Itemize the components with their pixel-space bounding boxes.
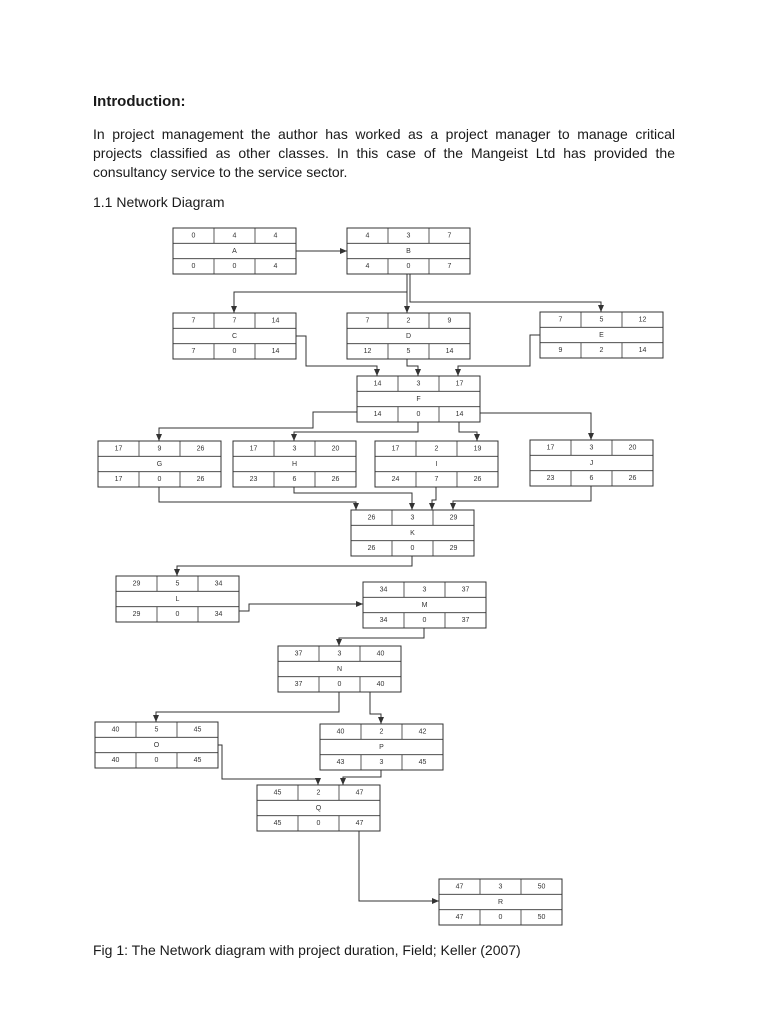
activity-node-p [320,724,443,770]
node-n-early-finish: 40 [376,650,385,658]
node-m-duration: 3 [422,586,427,594]
node-m-activity-label: M [421,601,428,609]
node-l-slack: 0 [175,611,180,619]
node-l-early-finish: 34 [214,580,223,588]
node-j-early-start: 17 [546,444,555,452]
node-p-late-finish: 45 [418,759,427,767]
node-q-slack: 0 [316,820,321,828]
subsection-title: 1.1 Network Diagram [93,194,225,210]
node-c-early-start: 7 [191,317,196,325]
node-l-early-start: 29 [132,580,141,588]
node-a-duration: 4 [232,232,237,240]
node-c-early-finish: 14 [271,317,280,325]
node-d-early-finish: 9 [447,317,452,325]
node-e-early-finish: 12 [638,316,647,324]
node-r-slack: 0 [498,914,503,922]
node-f-late-finish: 14 [455,411,464,419]
section-heading: Introduction: [93,93,186,110]
activity-node-l [116,576,239,622]
node-c-activity-label: C [231,332,238,340]
activity-node-b [347,228,470,274]
node-d-activity-label: D [405,332,412,340]
node-e-duration: 5 [599,316,604,324]
node-b-late-finish: 7 [447,263,452,271]
node-a-slack: 0 [232,263,237,271]
node-e-activity-label: E [599,331,604,339]
node-n-early-start: 37 [294,650,303,658]
node-m-late-start: 34 [379,617,388,625]
node-f-late-start: 14 [373,411,382,419]
intro-paragraph: In project management the author has worked as a project manager to manage critical projects classified as other classes. In this case of the Mangeist Ltd has provided the consultancy service to the service sector. [93,126,675,180]
node-l-late-finish: 34 [214,611,223,619]
node-j-slack: 6 [589,475,594,483]
node-o-late-start: 40 [111,757,120,765]
activity-node-a [173,228,296,274]
edge-n-p [370,692,381,724]
node-q-early-finish: 47 [355,789,364,797]
node-c-slack: 0 [232,348,237,356]
node-h-duration: 3 [292,445,297,453]
edge-i-k [432,487,436,510]
node-o-activity-label: O [153,741,160,749]
edge-m-n [339,628,424,646]
node-l-activity-label: L [175,595,180,603]
node-h-late-finish: 26 [331,476,340,484]
node-q-late-finish: 47 [355,820,364,828]
node-f-slack: 0 [416,411,421,419]
node-n-duration: 3 [337,650,342,658]
activity-node-m [363,582,486,628]
node-k-early-finish: 29 [449,514,458,522]
node-j-late-start: 23 [546,475,555,483]
node-i-early-finish: 19 [473,445,482,453]
edge-h-k [294,487,412,510]
node-r-early-start: 47 [455,883,464,891]
node-q-duration: 2 [316,789,321,797]
node-g-late-finish: 26 [196,476,205,484]
node-d-late-finish: 14 [445,348,454,356]
node-a-early-start: 0 [191,232,196,240]
edge-l-m [239,604,363,611]
node-r-late-start: 47 [455,914,464,922]
node-g-early-finish: 26 [196,445,205,453]
node-b-slack: 0 [406,263,411,271]
node-e-late-start: 9 [558,347,563,355]
node-r-early-finish: 50 [537,883,546,891]
node-m-early-start: 34 [379,586,388,594]
node-e-late-finish: 14 [638,347,647,355]
activity-node-r [439,879,562,925]
node-d-duration: 2 [406,317,411,325]
node-f-activity-label: F [416,395,421,403]
node-b-late-start: 4 [365,263,370,271]
node-k-slack: 0 [410,545,415,553]
node-g-early-start: 17 [114,445,123,453]
node-d-slack: 5 [406,348,411,356]
node-m-late-finish: 37 [461,617,470,625]
node-a-early-finish: 4 [273,232,278,240]
node-i-duration: 2 [434,445,439,453]
node-c-duration: 7 [232,317,237,325]
node-n-slack: 0 [337,681,342,689]
edge-k-l [177,556,412,576]
node-g-slack: 0 [157,476,162,484]
node-p-late-start: 43 [336,759,345,767]
edge-f-i [459,422,477,441]
node-a-late-finish: 4 [273,263,278,271]
node-b-activity-label: B [406,247,411,255]
node-d-early-start: 7 [365,317,370,325]
activity-node-q [257,785,380,831]
node-c-late-finish: 14 [271,348,280,356]
node-n-late-finish: 40 [376,681,385,689]
edge-j-k [453,486,591,510]
node-j-late-finish: 26 [628,475,637,483]
node-a-activity-label: A [232,247,237,255]
node-d-late-start: 12 [363,348,372,356]
figure-caption: Fig 1: The Network diagram with project duration, Field; Keller (2007) [93,942,521,958]
node-g-late-start: 17 [114,476,123,484]
activity-node-e [540,312,663,358]
node-i-activity-label: I [435,460,438,468]
node-i-early-start: 17 [391,445,400,453]
activity-node-c [173,313,296,359]
node-l-duration: 5 [175,580,180,588]
node-i-late-finish: 26 [473,476,482,484]
node-n-late-start: 37 [294,681,303,689]
node-p-duration: 2 [379,728,384,736]
node-h-activity-label: H [291,460,298,468]
edge-n-o [156,692,339,722]
node-q-late-start: 45 [273,820,282,828]
activity-node-j [530,440,653,486]
node-i-slack: 7 [434,476,439,484]
node-b-duration: 3 [406,232,411,240]
node-g-activity-label: G [156,460,163,468]
node-o-slack: 0 [154,757,159,765]
node-k-early-start: 26 [367,514,376,522]
node-k-late-start: 26 [367,545,376,553]
node-o-duration: 5 [154,726,159,734]
node-p-early-start: 40 [336,728,345,736]
node-e-slack: 2 [599,347,604,355]
activity-node-k [351,510,474,556]
node-q-early-start: 45 [273,789,282,797]
edge-p-q [343,770,381,785]
node-o-late-finish: 45 [193,757,202,765]
activity-node-g [98,441,221,487]
node-p-early-finish: 42 [418,728,427,736]
node-b-early-finish: 7 [447,232,452,240]
node-j-activity-label: J [589,459,594,467]
node-a-late-start: 0 [191,263,196,271]
node-k-activity-label: K [410,529,415,537]
node-g-duration: 9 [157,445,162,453]
node-f-early-start: 14 [373,380,382,388]
edge-d-f [407,359,418,376]
node-j-duration: 3 [589,444,594,452]
activity-node-o [95,722,218,768]
node-r-activity-label: R [497,898,504,906]
activity-node-h [233,441,356,487]
node-c-late-start: 7 [191,348,196,356]
edge-q-r [359,831,439,901]
node-j-early-finish: 20 [628,444,637,452]
node-p-slack: 3 [379,759,384,767]
edge-o-q [218,745,318,785]
node-b-early-start: 4 [365,232,370,240]
node-e-early-start: 7 [558,316,563,324]
node-h-late-start: 23 [249,476,258,484]
node-k-duration: 3 [410,514,415,522]
node-f-duration: 3 [416,380,421,388]
node-f-early-finish: 17 [455,380,464,388]
node-o-early-start: 40 [111,726,120,734]
edge-b-e [410,274,601,312]
node-k-late-finish: 29 [449,545,458,553]
node-r-late-finish: 50 [537,914,546,922]
edge-g-k [159,487,356,510]
activity-node-d [347,313,470,359]
activity-node-i [375,441,498,487]
node-l-late-start: 29 [132,611,141,619]
node-r-duration: 3 [498,883,503,891]
activity-node-n [278,646,401,692]
edge-f-j [470,413,591,440]
node-m-early-finish: 37 [461,586,470,594]
node-n-activity-label: N [336,665,343,673]
node-h-early-finish: 20 [331,445,340,453]
node-h-slack: 6 [292,476,297,484]
node-h-early-start: 17 [249,445,258,453]
node-o-early-finish: 45 [193,726,202,734]
node-q-activity-label: Q [315,804,322,812]
node-m-slack: 0 [422,617,427,625]
node-i-late-start: 24 [391,476,400,484]
edge-b-c [234,274,407,313]
activity-node-f [357,376,480,422]
node-p-activity-label: P [379,743,384,751]
